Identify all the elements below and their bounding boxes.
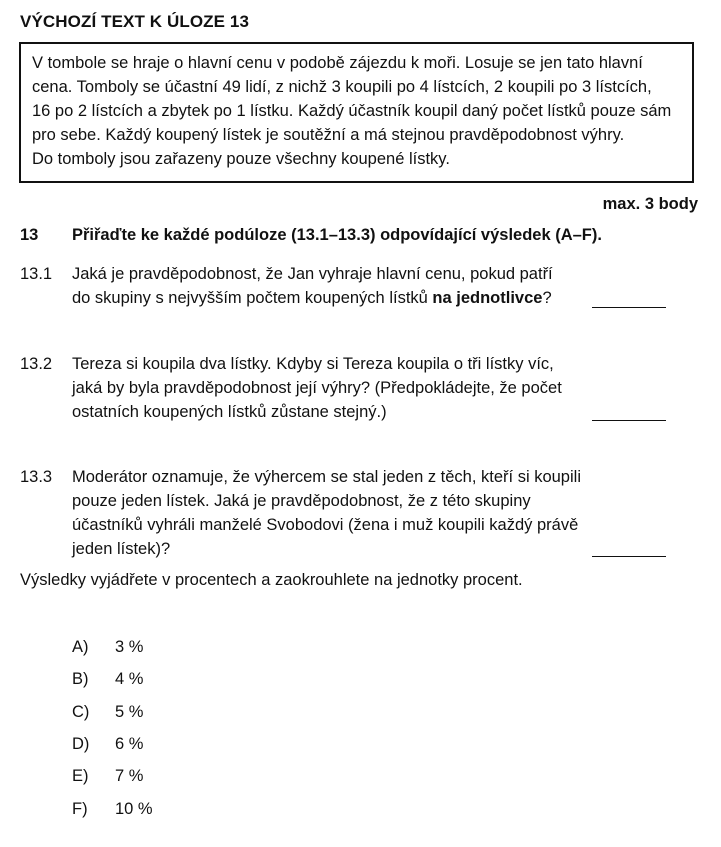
max-points: max. 3 body [602, 195, 698, 213]
subtask-number: 13.2 [20, 355, 53, 373]
option-letter: D) [72, 735, 90, 753]
subtask-line: Jaká je pravděpodobnost, že Jan vyhraje hlavní cenu, pokud patří [72, 265, 553, 283]
intro-line: Do tomboly jsou zařazeny pouze všechny koupené lístky. [32, 150, 450, 168]
subtask-line: účastníků vyhráli manželé Svobodovi (žena i muž koupili každý právě [72, 516, 579, 534]
section-heading: VÝCHOZÍ TEXT K ÚLOZE 13 [20, 12, 249, 31]
option-value: 5 % [115, 703, 144, 721]
answer-blank-13-2[interactable] [592, 420, 666, 421]
option-letter: E) [72, 767, 89, 785]
option-value: 4 % [115, 670, 144, 688]
option-letter: B) [72, 670, 89, 688]
subtask-number: 13.3 [20, 468, 53, 486]
intro-text-box [19, 42, 694, 183]
subtask-line: ostatních koupených lístků zůstane stejný.) [72, 403, 387, 421]
option-letter: A) [72, 638, 89, 656]
subtask-line: Tereza si koupila dva lístky. Kdyby si Tereza koupila o tři lístky víc, [72, 355, 554, 373]
option-letter: C) [72, 703, 90, 721]
subtask-line [72, 289, 552, 308]
subtask-text: do skupiny s nejvyšším počtem koupených lístků [72, 289, 433, 307]
intro-line: V tombole se hraje o hlavní cenu v podobě zájezdu k moři. Losuje se jen tato hlavní [32, 54, 643, 72]
task-instruction: Přiřaďte ke každé podúloze (13.1–13.3) odpovídající výsledek (A–F). [72, 226, 602, 244]
task-number: 13 [20, 226, 39, 244]
subtask-number: 13.1 [20, 265, 53, 283]
subtask-line: Moderátor oznamuje, že výhercem se stal jeden z těch, kteří si koupili [72, 468, 581, 486]
subtask-line: jaká by byla pravděpodobnost její výhry? (Předpokládejte, že počet [72, 379, 562, 397]
option-letter: F) [72, 800, 88, 818]
answer-blank-13-1[interactable] [592, 307, 666, 308]
intro-line: pro sebe. Každý koupený lístek je soutěžní a má stejnou pravděpodobnost výhry. [32, 126, 625, 144]
option-value: 10 % [115, 800, 153, 818]
option-value: 6 % [115, 735, 144, 753]
intro-line: cena. Tomboly se účastní 49 lidí, z nichž 3 koupili po 4 lístcích, 2 koupili po 3 lístcích, [32, 78, 652, 96]
result-instruction: Výsledky vyjádřete v procentech a zaokrouhlete na jednotky procent. [20, 571, 523, 589]
option-value: 7 % [115, 767, 144, 785]
subtask-line: pouze jeden lístek. Jaká je pravděpodobnost, že z této skupiny [72, 492, 531, 510]
answer-blank-13-3[interactable] [592, 556, 666, 557]
option-value: 3 % [115, 638, 144, 656]
subtask-text: ? [542, 289, 552, 307]
subtask-emphasis: na jednotlivce [432, 289, 543, 307]
subtask-line: jeden lístek)? [72, 540, 171, 558]
intro-line: 16 po 2 lístcích a zbytek po 1 lístku. Každý účastník koupil daný počet lístků pouze sám [32, 102, 672, 120]
